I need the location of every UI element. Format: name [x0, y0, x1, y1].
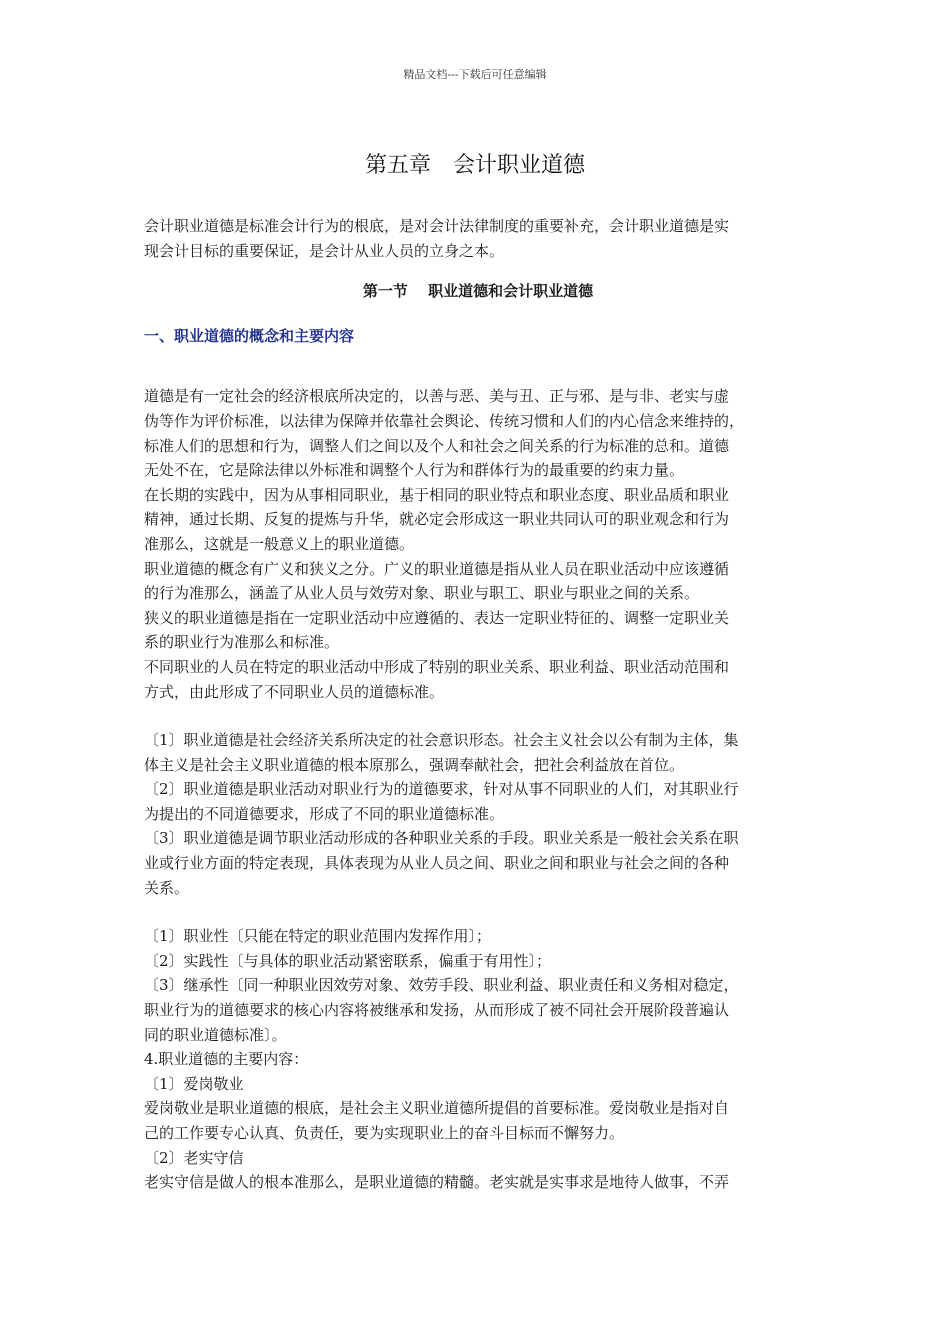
paragraph-line: 〔2〕实践性〔与具体的职业活动紧密联系，偏重于有用性〕； [144, 951, 552, 970]
paragraph-line: 无处不在，它是除法律以外标准和调整个人行为和群体行为的最重要的约束力量。 [144, 461, 685, 480]
paragraph-line: 己的工作要专心认真、负责任，要为实现职业上的奋斗目标而不懈努力。 [144, 1124, 625, 1142]
section-title: 第一节 职业道德和会计职业道德 [362, 282, 594, 301]
paragraph-line: 同的职业道德标准〕。 [144, 1025, 287, 1044]
paragraph-line: 职业道德的概念有广义和狭义之分。广义的职业道德是指从业人员在职业活动中应该遵循 [144, 559, 730, 578]
paragraph-line: 系的职业行为准那么和标准。 [144, 633, 340, 652]
paragraph-line: 在长期的实践中，因为从事相同职业，基于相同的职业特点和职业态度、职业品质和职业 [144, 485, 730, 504]
paragraph-line: 为提出的不同道德要求，形成了不同的职业道德标准。 [144, 804, 505, 823]
spacer [144, 704, 812, 728]
paragraph-line: 体主义是社会主义职业道德的根本原那么，强调奉献社会，把社会利益放在首位。 [144, 755, 685, 774]
paragraph-line: 〔2〕老实守信 [144, 1148, 244, 1167]
paragraph-line: 准那么，这就是一般意义上的职业道德。 [144, 534, 415, 553]
subsection-title: 一、职业道德的概念和主要内容 [144, 326, 355, 345]
spacer [144, 900, 812, 924]
document-body [144, 214, 812, 1195]
paragraph-line: 爱岗敬业是职业道德的根底，是社会主义职业道德所提倡的首要标准。爱岗敬业是指对自 [144, 1099, 730, 1118]
paragraph-line: 伪等作为评价标准，以法律为保障并依靠社会舆论、传统习惯和人们的内心信念来维持的， [144, 411, 745, 430]
intro-line: 会计职业道德是标准会计行为的根底，是对会计法律制度的重要补充，会计职业道德是实 [144, 217, 730, 235]
paragraph-line: 〔1〕爱岗敬业 [144, 1074, 244, 1093]
paragraph-line: 的行为准那么，涵盖了从业人员与效劳对象、职业与职工、职业与职业之间的关系。 [144, 584, 700, 603]
paragraph-line: 精神，通过长期、反复的提炼与升华，就必定会形成这一职业共同认可的职业观念和行为 [144, 510, 730, 529]
paragraph-line: 〔3〕职业道德是调节职业活动形成的各种职业关系的手段。职业关系是一般社会关系在职 [144, 829, 739, 848]
paragraph-line: 老实守信是做人的根本准那么，是职业道德的精髓。老实就是实事求是地待人做事，不弄 [144, 1173, 730, 1192]
paragraph-line: 职业行为的道德要求的核心内容将被继承和发扬，从而形成了被不同社会开展阶段普遍认 [144, 1001, 730, 1020]
paragraph-line: 不同职业的人员在特定的职业活动中形成了特别的职业关系、职业利益、职业活动范围和 [144, 657, 730, 676]
paragraph-line: 关系。 [144, 878, 190, 897]
paragraph-line: 道德是有一定社会的经济根底所决定的，以善与恶、美与丑、正与邪、是与非、老实与虚 [144, 387, 730, 406]
paragraph-line: 标准人们的思想和行为，调整人们之间以及个人和社会之间关系的行为标准的总和。道德 [144, 436, 730, 455]
paragraph-line: 〔3〕继承性〔同一种职业因效劳对象、效劳手段、职业利益、职业责任和义务相对稳定， [144, 976, 739, 995]
page-header: 精品文档---下载后可任意编辑 [403, 68, 547, 81]
intro-line: 现会计目标的重要保证，是会计从业人员的立身之本。 [144, 241, 505, 260]
spacer [144, 348, 812, 384]
paragraph-line: 〔1〕职业道德是社会经济关系所决定的社会意识形态。社会主义社会以公有制为主体，集 [144, 731, 739, 750]
paragraph-line: 狭义的职业道德是指在一定职业活动中应遵循的、表达一定职业特征的、调整一定职业关 [144, 608, 730, 627]
paragraph-line: 〔1〕职业性〔只能在特定的职业范围内发挥作用〕； [144, 927, 492, 946]
paragraph-line: 方式，由此形成了不同职业人员的道德标准。 [144, 682, 445, 701]
chapter-title: 第五章 会计职业道德 [364, 153, 585, 178]
paragraph-line: 业或行业方面的特定表现，具体表现为从业人员之间、职业之间和职业与社会之间的各种 [144, 854, 730, 873]
paragraph-line: 4.职业道德的主要内容： [144, 1050, 309, 1069]
paragraph-line: 〔2〕职业道德是职业活动对职业行为的道德要求，针对从事不同职业的人们，对其职业行 [144, 780, 739, 799]
